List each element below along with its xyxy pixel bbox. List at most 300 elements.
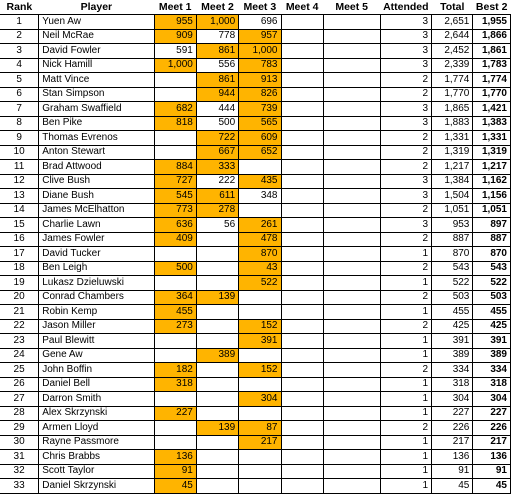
meet-5-cell[interactable] — [323, 464, 380, 479]
total-cell[interactable]: 1,331 — [432, 131, 473, 146]
best-2-cell[interactable]: 425 — [473, 319, 511, 334]
best-2-cell[interactable]: 1,162 — [473, 174, 511, 189]
meet-5-cell[interactable] — [323, 174, 380, 189]
rank-cell[interactable]: 11 — [0, 160, 39, 175]
total-cell[interactable]: 2,651 — [432, 15, 473, 30]
meet-1-cell[interactable]: 182 — [154, 363, 196, 378]
rank-cell[interactable]: 4 — [0, 58, 39, 73]
best-2-cell[interactable]: 522 — [473, 276, 511, 291]
header-best-2[interactable]: Best 2 — [473, 0, 511, 15]
attended-cell[interactable]: 3 — [380, 29, 432, 44]
meet-1-cell[interactable] — [154, 73, 196, 88]
meet-2-cell[interactable] — [196, 392, 238, 407]
attended-cell[interactable]: 1 — [380, 479, 432, 494]
meet-2-cell[interactable]: 139 — [196, 421, 238, 436]
best-2-cell[interactable]: 217 — [473, 435, 511, 450]
best-2-cell[interactable]: 1,866 — [473, 29, 511, 44]
meet-5-cell[interactable] — [323, 232, 380, 247]
best-2-cell[interactable]: 1,319 — [473, 145, 511, 160]
meet-3-cell[interactable] — [239, 305, 281, 320]
meet-2-cell[interactable]: 778 — [196, 29, 238, 44]
meet-3-cell[interactable] — [239, 377, 281, 392]
attended-cell[interactable]: 2 — [380, 145, 432, 160]
rank-cell[interactable]: 19 — [0, 276, 39, 291]
meet-1-cell[interactable] — [154, 392, 196, 407]
total-cell[interactable]: 1,384 — [432, 174, 473, 189]
attended-cell[interactable]: 2 — [380, 73, 432, 88]
player-name-cell[interactable]: Neil McRae — [39, 29, 154, 44]
meet-3-cell[interactable]: 348 — [239, 189, 281, 204]
meet-1-cell[interactable] — [154, 131, 196, 146]
attended-cell[interactable]: 1 — [380, 334, 432, 349]
attended-cell[interactable]: 3 — [380, 218, 432, 233]
meet-2-cell[interactable] — [196, 450, 238, 465]
header-meet-2[interactable]: Meet 2 — [196, 0, 238, 15]
best-2-cell[interactable]: 1,156 — [473, 189, 511, 204]
meet-4-cell[interactable] — [281, 203, 323, 218]
header-meet-4[interactable]: Meet 4 — [281, 0, 323, 15]
rank-cell[interactable]: 32 — [0, 464, 39, 479]
meet-4-cell[interactable] — [281, 102, 323, 117]
player-name-cell[interactable]: David Fowler — [39, 44, 154, 59]
meet-1-cell[interactable] — [154, 276, 196, 291]
meet-1-cell[interactable] — [154, 87, 196, 102]
rank-cell[interactable]: 18 — [0, 261, 39, 276]
attended-cell[interactable]: 1 — [380, 464, 432, 479]
meet-1-cell[interactable]: 91 — [154, 464, 196, 479]
total-cell[interactable]: 136 — [432, 450, 473, 465]
meet-4-cell[interactable] — [281, 29, 323, 44]
meet-2-cell[interactable] — [196, 464, 238, 479]
attended-cell[interactable]: 1 — [380, 305, 432, 320]
rank-cell[interactable]: 33 — [0, 479, 39, 494]
meet-1-cell[interactable] — [154, 421, 196, 436]
meet-5-cell[interactable] — [323, 102, 380, 117]
meet-3-cell[interactable]: 696 — [239, 15, 281, 30]
player-name-cell[interactable]: Nick Hamill — [39, 58, 154, 73]
rank-cell[interactable]: 31 — [0, 450, 39, 465]
meet-5-cell[interactable] — [323, 131, 380, 146]
rank-cell[interactable]: 7 — [0, 102, 39, 117]
meet-5-cell[interactable] — [323, 261, 380, 276]
meet-5-cell[interactable] — [323, 145, 380, 160]
player-name-cell[interactable]: Daniel Skrzynski — [39, 479, 154, 494]
attended-cell[interactable]: 3 — [380, 189, 432, 204]
best-2-cell[interactable]: 389 — [473, 348, 511, 363]
meet-1-cell[interactable]: 955 — [154, 15, 196, 30]
player-name-cell[interactable]: Armen Lloyd — [39, 421, 154, 436]
total-cell[interactable]: 543 — [432, 261, 473, 276]
meet-2-cell[interactable] — [196, 305, 238, 320]
meet-1-cell[interactable]: 273 — [154, 319, 196, 334]
meet-4-cell[interactable] — [281, 87, 323, 102]
total-cell[interactable]: 1,217 — [432, 160, 473, 175]
rank-cell[interactable]: 17 — [0, 247, 39, 262]
meet-5-cell[interactable] — [323, 435, 380, 450]
header-attended[interactable]: Attended — [380, 0, 432, 15]
meet-2-cell[interactable] — [196, 276, 238, 291]
best-2-cell[interactable]: 1,955 — [473, 15, 511, 30]
meet-4-cell[interactable] — [281, 363, 323, 378]
player-name-cell[interactable]: Charlie Lawn — [39, 218, 154, 233]
player-name-cell[interactable]: Scott Taylor — [39, 464, 154, 479]
rank-cell[interactable]: 15 — [0, 218, 39, 233]
player-name-cell[interactable]: Lukasz Dzieluwski — [39, 276, 154, 291]
total-cell[interactable]: 425 — [432, 319, 473, 334]
meet-3-cell[interactable]: 1,000 — [239, 44, 281, 59]
meet-4-cell[interactable] — [281, 116, 323, 131]
meet-2-cell[interactable]: 139 — [196, 290, 238, 305]
meet-1-cell[interactable] — [154, 334, 196, 349]
meet-1-cell[interactable] — [154, 145, 196, 160]
header-meet-5[interactable]: Meet 5 — [323, 0, 380, 15]
meet-4-cell[interactable] — [281, 58, 323, 73]
meet-2-cell[interactable] — [196, 261, 238, 276]
total-cell[interactable]: 217 — [432, 435, 473, 450]
meet-5-cell[interactable] — [323, 479, 380, 494]
player-name-cell[interactable]: Clive Bush — [39, 174, 154, 189]
meet-3-cell[interactable]: 304 — [239, 392, 281, 407]
total-cell[interactable]: 1,319 — [432, 145, 473, 160]
best-2-cell[interactable]: 543 — [473, 261, 511, 276]
meet-1-cell[interactable]: 455 — [154, 305, 196, 320]
header-player[interactable]: Player — [39, 0, 154, 15]
player-name-cell[interactable]: Chris Brabbs — [39, 450, 154, 465]
best-2-cell[interactable]: 897 — [473, 218, 511, 233]
rank-cell[interactable]: 2 — [0, 29, 39, 44]
best-2-cell[interactable]: 45 — [473, 479, 511, 494]
rank-cell[interactable]: 1 — [0, 15, 39, 30]
player-name-cell[interactable]: Alex Skrzynski — [39, 406, 154, 421]
rank-cell[interactable]: 25 — [0, 363, 39, 378]
meet-1-cell[interactable]: 318 — [154, 377, 196, 392]
best-2-cell[interactable]: 1,783 — [473, 58, 511, 73]
attended-cell[interactable]: 3 — [380, 174, 432, 189]
meet-4-cell[interactable] — [281, 44, 323, 59]
meet-3-cell[interactable] — [239, 160, 281, 175]
total-cell[interactable]: 1,865 — [432, 102, 473, 117]
total-cell[interactable]: 91 — [432, 464, 473, 479]
meet-3-cell[interactable]: 87 — [239, 421, 281, 436]
meet-1-cell[interactable]: 636 — [154, 218, 196, 233]
meet-3-cell[interactable]: 783 — [239, 58, 281, 73]
meet-5-cell[interactable] — [323, 319, 380, 334]
meet-4-cell[interactable] — [281, 232, 323, 247]
meet-2-cell[interactable]: 56 — [196, 218, 238, 233]
attended-cell[interactable]: 2 — [380, 87, 432, 102]
attended-cell[interactable]: 2 — [380, 160, 432, 175]
meet-2-cell[interactable]: 861 — [196, 73, 238, 88]
rank-cell[interactable]: 16 — [0, 232, 39, 247]
meet-4-cell[interactable] — [281, 377, 323, 392]
meet-1-cell[interactable]: 773 — [154, 203, 196, 218]
meet-5-cell[interactable] — [323, 116, 380, 131]
total-cell[interactable]: 522 — [432, 276, 473, 291]
player-name-cell[interactable]: Stan Simpson — [39, 87, 154, 102]
header-rank[interactable]: Rank — [0, 0, 39, 15]
player-name-cell[interactable]: Gene Aw — [39, 348, 154, 363]
total-cell[interactable]: 1,770 — [432, 87, 473, 102]
total-cell[interactable]: 455 — [432, 305, 473, 320]
meet-3-cell[interactable] — [239, 479, 281, 494]
best-2-cell[interactable]: 334 — [473, 363, 511, 378]
player-name-cell[interactable]: John Boffin — [39, 363, 154, 378]
meet-5-cell[interactable] — [323, 363, 380, 378]
best-2-cell[interactable]: 1,770 — [473, 87, 511, 102]
rank-cell[interactable]: 24 — [0, 348, 39, 363]
meet-4-cell[interactable] — [281, 145, 323, 160]
player-name-cell[interactable]: James Fowler — [39, 232, 154, 247]
meet-4-cell[interactable] — [281, 247, 323, 262]
meet-2-cell[interactable]: 389 — [196, 348, 238, 363]
player-name-cell[interactable]: Yuen Aw — [39, 15, 154, 30]
meet-3-cell[interactable] — [239, 406, 281, 421]
meet-5-cell[interactable] — [323, 392, 380, 407]
meet-1-cell[interactable]: 136 — [154, 450, 196, 465]
meet-1-cell[interactable] — [154, 348, 196, 363]
attended-cell[interactable]: 1 — [380, 392, 432, 407]
meet-3-cell[interactable]: 391 — [239, 334, 281, 349]
meet-2-cell[interactable]: 861 — [196, 44, 238, 59]
meet-4-cell[interactable] — [281, 290, 323, 305]
meet-2-cell[interactable] — [196, 247, 238, 262]
total-cell[interactable]: 2,644 — [432, 29, 473, 44]
meet-5-cell[interactable] — [323, 15, 380, 30]
meet-3-cell[interactable] — [239, 464, 281, 479]
total-cell[interactable]: 227 — [432, 406, 473, 421]
meet-5-cell[interactable] — [323, 406, 380, 421]
rank-cell[interactable]: 3 — [0, 44, 39, 59]
attended-cell[interactable]: 2 — [380, 203, 432, 218]
meet-2-cell[interactable] — [196, 232, 238, 247]
meet-4-cell[interactable] — [281, 421, 323, 436]
attended-cell[interactable]: 1 — [380, 450, 432, 465]
player-name-cell[interactable]: Ben Leigh — [39, 261, 154, 276]
rank-cell[interactable]: 6 — [0, 87, 39, 102]
best-2-cell[interactable]: 455 — [473, 305, 511, 320]
meet-1-cell[interactable]: 227 — [154, 406, 196, 421]
best-2-cell[interactable]: 318 — [473, 377, 511, 392]
best-2-cell[interactable]: 870 — [473, 247, 511, 262]
attended-cell[interactable]: 2 — [380, 232, 432, 247]
meet-5-cell[interactable] — [323, 218, 380, 233]
best-2-cell[interactable]: 227 — [473, 406, 511, 421]
total-cell[interactable]: 1,504 — [432, 189, 473, 204]
meet-1-cell[interactable]: 500 — [154, 261, 196, 276]
player-name-cell[interactable]: Ben Pike — [39, 116, 154, 131]
meet-3-cell[interactable]: 652 — [239, 145, 281, 160]
header-total[interactable]: Total — [432, 0, 473, 15]
player-name-cell[interactable]: Graham Swaffield — [39, 102, 154, 117]
rank-cell[interactable]: 12 — [0, 174, 39, 189]
meet-2-cell[interactable] — [196, 363, 238, 378]
player-name-cell[interactable]: Diane Bush — [39, 189, 154, 204]
total-cell[interactable]: 503 — [432, 290, 473, 305]
best-2-cell[interactable]: 503 — [473, 290, 511, 305]
meet-3-cell[interactable]: 478 — [239, 232, 281, 247]
player-name-cell[interactable]: Paul Blewitt — [39, 334, 154, 349]
meet-4-cell[interactable] — [281, 392, 323, 407]
player-name-cell[interactable]: Robin Kemp — [39, 305, 154, 320]
meet-4-cell[interactable] — [281, 305, 323, 320]
meet-3-cell[interactable]: 826 — [239, 87, 281, 102]
meet-5-cell[interactable] — [323, 450, 380, 465]
player-name-cell[interactable]: James McElhatton — [39, 203, 154, 218]
player-name-cell[interactable]: David Tucker — [39, 247, 154, 262]
meet-3-cell[interactable] — [239, 290, 281, 305]
meet-4-cell[interactable] — [281, 73, 323, 88]
meet-5-cell[interactable] — [323, 290, 380, 305]
meet-3-cell[interactable]: 957 — [239, 29, 281, 44]
attended-cell[interactable]: 1 — [380, 406, 432, 421]
attended-cell[interactable]: 1 — [380, 247, 432, 262]
attended-cell[interactable]: 2 — [380, 421, 432, 436]
meet-5-cell[interactable] — [323, 73, 380, 88]
rank-cell[interactable]: 28 — [0, 406, 39, 421]
header-meet-3[interactable]: Meet 3 — [239, 0, 281, 15]
meet-1-cell[interactable]: 727 — [154, 174, 196, 189]
player-name-cell[interactable]: Daniel Bell — [39, 377, 154, 392]
total-cell[interactable]: 304 — [432, 392, 473, 407]
meet-2-cell[interactable]: 611 — [196, 189, 238, 204]
meet-2-cell[interactable]: 944 — [196, 87, 238, 102]
rank-cell[interactable]: 14 — [0, 203, 39, 218]
meet-5-cell[interactable] — [323, 29, 380, 44]
meet-1-cell[interactable]: 591 — [154, 44, 196, 59]
meet-1-cell[interactable]: 682 — [154, 102, 196, 117]
player-name-cell[interactable]: Anton Stewart — [39, 145, 154, 160]
total-cell[interactable]: 1,051 — [432, 203, 473, 218]
meet-3-cell[interactable]: 870 — [239, 247, 281, 262]
meet-4-cell[interactable] — [281, 348, 323, 363]
meet-3-cell[interactable]: 152 — [239, 319, 281, 334]
meet-4-cell[interactable] — [281, 174, 323, 189]
player-name-cell[interactable]: Darron Smith — [39, 392, 154, 407]
meet-2-cell[interactable] — [196, 319, 238, 334]
attended-cell[interactable]: 3 — [380, 15, 432, 30]
total-cell[interactable]: 870 — [432, 247, 473, 262]
attended-cell[interactable]: 1 — [380, 348, 432, 363]
meet-2-cell[interactable]: 722 — [196, 131, 238, 146]
meet-4-cell[interactable] — [281, 435, 323, 450]
best-2-cell[interactable]: 1,331 — [473, 131, 511, 146]
total-cell[interactable]: 2,339 — [432, 58, 473, 73]
attended-cell[interactable]: 3 — [380, 102, 432, 117]
meet-1-cell[interactable]: 409 — [154, 232, 196, 247]
meet-5-cell[interactable] — [323, 203, 380, 218]
meet-4-cell[interactable] — [281, 450, 323, 465]
meet-2-cell[interactable]: 500 — [196, 116, 238, 131]
attended-cell[interactable]: 2 — [380, 290, 432, 305]
rank-cell[interactable]: 22 — [0, 319, 39, 334]
total-cell[interactable]: 887 — [432, 232, 473, 247]
rank-cell[interactable]: 10 — [0, 145, 39, 160]
rank-cell[interactable]: 8 — [0, 116, 39, 131]
meet-2-cell[interactable]: 278 — [196, 203, 238, 218]
meet-3-cell[interactable]: 261 — [239, 218, 281, 233]
meet-5-cell[interactable] — [323, 305, 380, 320]
best-2-cell[interactable]: 226 — [473, 421, 511, 436]
meet-1-cell[interactable] — [154, 247, 196, 262]
rank-cell[interactable]: 30 — [0, 435, 39, 450]
meet-5-cell[interactable] — [323, 160, 380, 175]
best-2-cell[interactable]: 1,051 — [473, 203, 511, 218]
header-meet-1[interactable]: Meet 1 — [154, 0, 196, 15]
attended-cell[interactable]: 3 — [380, 116, 432, 131]
rank-cell[interactable]: 5 — [0, 73, 39, 88]
meet-1-cell[interactable]: 1,000 — [154, 58, 196, 73]
meet-2-cell[interactable] — [196, 406, 238, 421]
meet-5-cell[interactable] — [323, 44, 380, 59]
player-name-cell[interactable]: Thomas Evrenos — [39, 131, 154, 146]
rank-cell[interactable]: 9 — [0, 131, 39, 146]
meet-3-cell[interactable]: 152 — [239, 363, 281, 378]
meet-3-cell[interactable] — [239, 203, 281, 218]
meet-4-cell[interactable] — [281, 464, 323, 479]
meet-5-cell[interactable] — [323, 377, 380, 392]
meet-2-cell[interactable]: 333 — [196, 160, 238, 175]
attended-cell[interactable]: 2 — [380, 319, 432, 334]
player-name-cell[interactable]: Matt Vince — [39, 73, 154, 88]
best-2-cell[interactable]: 136 — [473, 450, 511, 465]
meet-4-cell[interactable] — [281, 479, 323, 494]
meet-5-cell[interactable] — [323, 334, 380, 349]
player-name-cell[interactable]: Brad Attwood — [39, 160, 154, 175]
meet-3-cell[interactable]: 739 — [239, 102, 281, 117]
meet-2-cell[interactable]: 556 — [196, 58, 238, 73]
total-cell[interactable]: 1,774 — [432, 73, 473, 88]
meet-3-cell[interactable]: 435 — [239, 174, 281, 189]
best-2-cell[interactable]: 391 — [473, 334, 511, 349]
total-cell[interactable]: 953 — [432, 218, 473, 233]
meet-2-cell[interactable] — [196, 479, 238, 494]
attended-cell[interactable]: 1 — [380, 276, 432, 291]
attended-cell[interactable]: 3 — [380, 58, 432, 73]
total-cell[interactable]: 2,452 — [432, 44, 473, 59]
meet-4-cell[interactable] — [281, 276, 323, 291]
rank-cell[interactable]: 20 — [0, 290, 39, 305]
meet-3-cell[interactable]: 913 — [239, 73, 281, 88]
meet-4-cell[interactable] — [281, 160, 323, 175]
meet-5-cell[interactable] — [323, 189, 380, 204]
meet-1-cell[interactable]: 884 — [154, 160, 196, 175]
meet-5-cell[interactable] — [323, 421, 380, 436]
rank-cell[interactable]: 21 — [0, 305, 39, 320]
meet-3-cell[interactable]: 217 — [239, 435, 281, 450]
meet-3-cell[interactable]: 565 — [239, 116, 281, 131]
meet-2-cell[interactable]: 1,000 — [196, 15, 238, 30]
best-2-cell[interactable]: 304 — [473, 392, 511, 407]
best-2-cell[interactable]: 1,217 — [473, 160, 511, 175]
total-cell[interactable]: 45 — [432, 479, 473, 494]
attended-cell[interactable]: 3 — [380, 44, 432, 59]
total-cell[interactable]: 391 — [432, 334, 473, 349]
player-name-cell[interactable]: Jason Miller — [39, 319, 154, 334]
total-cell[interactable]: 1,883 — [432, 116, 473, 131]
rank-cell[interactable]: 29 — [0, 421, 39, 436]
meet-5-cell[interactable] — [323, 87, 380, 102]
player-name-cell[interactable]: Rayne Passmore — [39, 435, 154, 450]
meet-2-cell[interactable] — [196, 377, 238, 392]
meet-5-cell[interactable] — [323, 348, 380, 363]
meet-4-cell[interactable] — [281, 406, 323, 421]
attended-cell[interactable]: 2 — [380, 131, 432, 146]
meet-4-cell[interactable] — [281, 15, 323, 30]
meet-2-cell[interactable]: 222 — [196, 174, 238, 189]
meet-5-cell[interactable] — [323, 247, 380, 262]
meet-4-cell[interactable] — [281, 319, 323, 334]
meet-4-cell[interactable] — [281, 189, 323, 204]
